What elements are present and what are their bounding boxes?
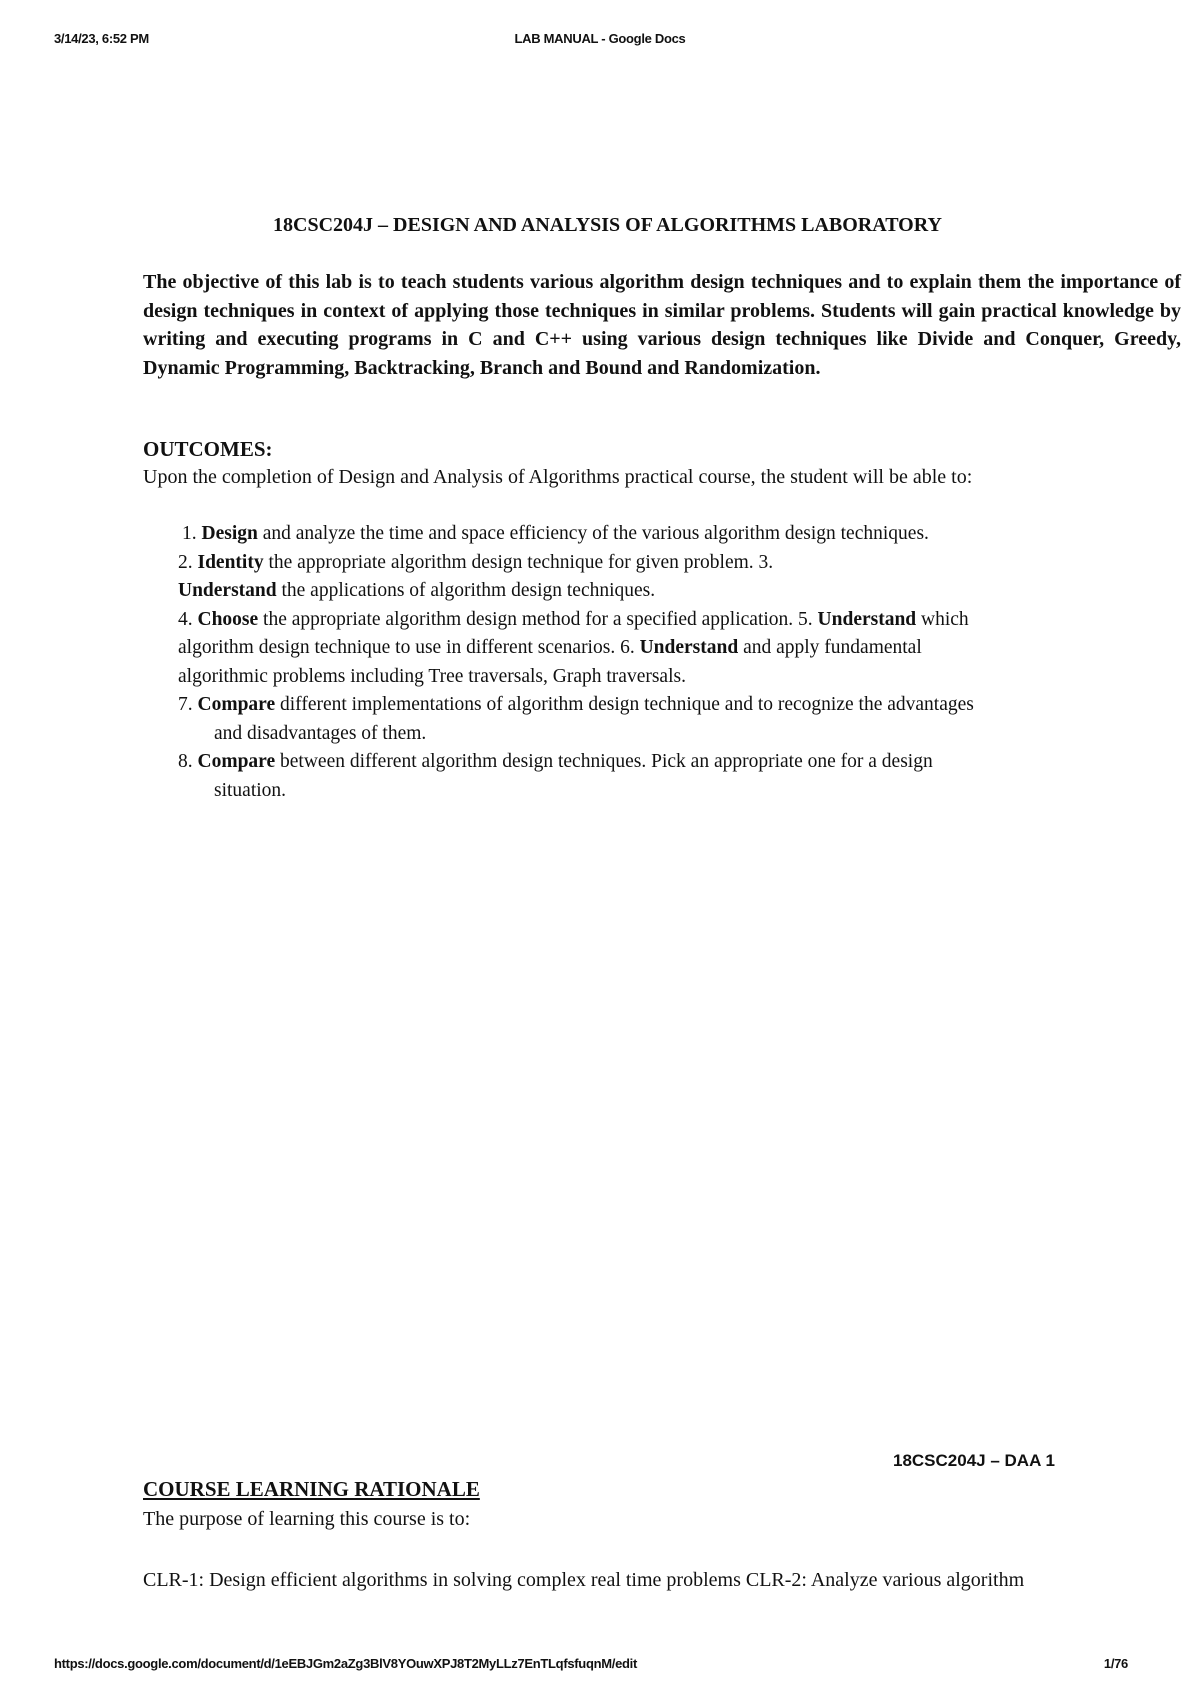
outcomes-heading: OUTCOMES:	[143, 437, 273, 461]
outcome-keyword: Understand	[817, 608, 917, 630]
outcome-keyword: Design	[201, 523, 258, 544]
outcome-text: 4.	[178, 608, 198, 630]
clr-heading: COURSE LEARNING RATIONALE	[143, 1477, 480, 1501]
print-doc-title: LAB MANUAL - Google Docs	[514, 31, 686, 46]
outcome-line	[178, 606, 1183, 635]
page-footer-tag: 18CSC204J – DAA 1	[893, 1451, 1055, 1470]
outcome-text: situation.	[214, 779, 287, 801]
outcome-line	[178, 520, 1183, 549]
outcome-keyword: Understand	[178, 580, 277, 601]
outcome-line	[178, 663, 1183, 692]
outcome-text: 2.	[178, 551, 198, 573]
outcome-text: 8.	[178, 751, 198, 772]
outcome-text: the appropriate algorithm design technique for given problem. 3.	[263, 551, 774, 573]
outcome-keyword: Compare	[197, 751, 276, 772]
outcomes-lead: Upon the completion of Design and Analysis of Algorithms practical course, the student will be able to:	[143, 466, 973, 488]
outcome-line	[178, 691, 1183, 720]
intro-paragraph: The objective of this lab is to teach students various algorithm design techniques and to explain them the importance of design techniques in context of applying those techniques in similar problems. Students will gain practical knowledge by writing and executing programs in C and C++ using various design techniques like Divide and Conquer, Greedy, Dynamic Programming, Backtracking, Branch and Bound and Randomization.	[143, 271, 1181, 379]
document-title: 18CSC204J – DESIGN AND ANALYSIS OF ALGORITHMS LABORATORY	[273, 214, 942, 236]
outcome-text: algorithmic problems including Tree traversals, Graph traversals.	[178, 665, 686, 687]
outcome-line	[178, 748, 1183, 777]
outcome-text: and analyze the time and space efficiency of the various algorithm design techniques.	[257, 523, 929, 544]
outcome-text: the appropriate algorithm design method for a specified application. 5.	[258, 608, 818, 630]
clr-text: CLR-1: Design efficient algorithms in solving complex real time problems CLR-2: Analyze various algorithm	[143, 1569, 1025, 1591]
outcome-text: different implementations of algorithm design technique and to recognize the advantages	[275, 694, 974, 715]
outcome-text: between different algorithm design techniques. Pick an appropriate one for a design	[275, 751, 933, 772]
outcome-keyword: Compare	[197, 694, 276, 715]
outcome-text: and apply fundamental	[738, 637, 922, 658]
outcome-line	[178, 720, 1183, 749]
outcome-line	[178, 549, 1183, 578]
outcome-text: which	[916, 608, 969, 630]
outcome-text: 1.	[182, 523, 202, 544]
outcome-text: the applications of algorithm design techniques.	[276, 580, 656, 601]
print-page-counter: 1/76	[1103, 1656, 1128, 1671]
outcome-line	[178, 777, 1183, 806]
print-date: 3/14/23, 6:52 PM	[54, 31, 149, 46]
outcome-text: and disadvantages of them.	[214, 722, 427, 744]
outcome-text: 7.	[178, 694, 198, 715]
clr-lead: The purpose of learning this course is to:	[143, 1508, 471, 1530]
outcome-keyword: Choose	[197, 608, 259, 630]
outcome-keyword: Identity	[197, 551, 264, 573]
outcome-line	[178, 634, 1183, 663]
outcome-keyword: Understand	[639, 637, 739, 658]
outcome-text: algorithm design technique to use in different scenarios. 6.	[178, 637, 640, 658]
outcome-line	[178, 577, 1183, 606]
print-url: https://docs.google.com/document/d/1eEBJGm2aZg3BlV8YOuwXPJ8T2MyLLz7EnTLqfsfuqnM/edit	[54, 1656, 637, 1671]
outcomes-list	[178, 520, 1183, 805]
